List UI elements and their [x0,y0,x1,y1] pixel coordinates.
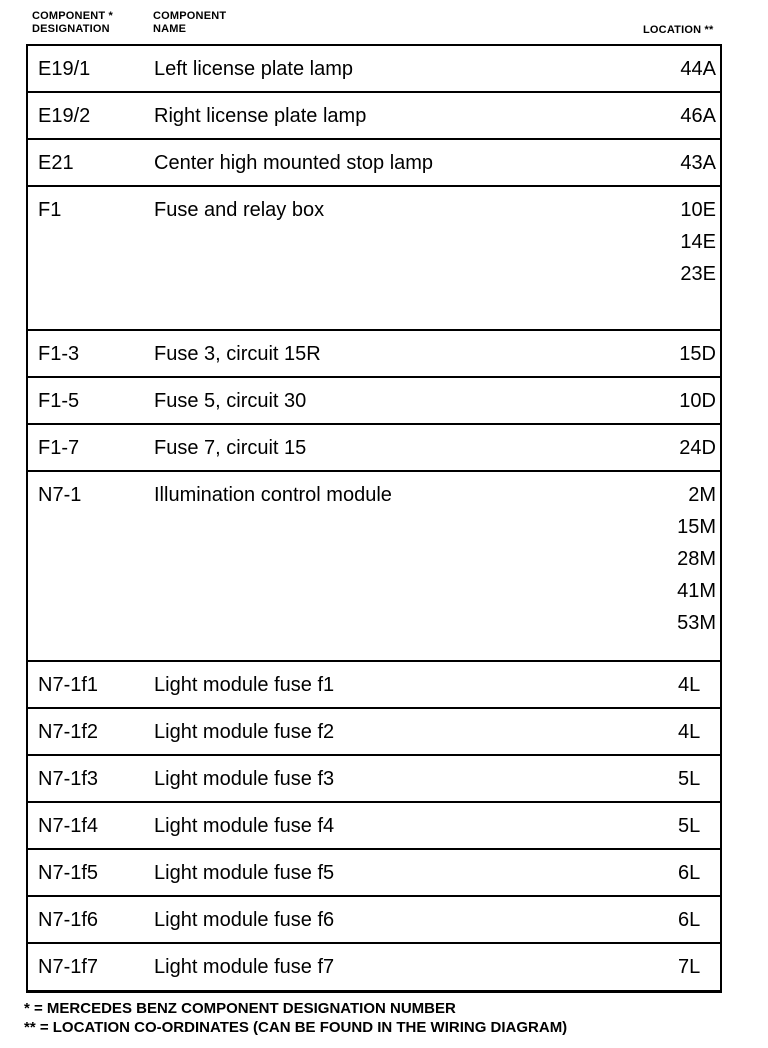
component-designation: N7-1f3 [38,768,99,790]
table-row [28,756,720,803]
component-designation: E19/2 [38,105,91,127]
component-designation: F1 [38,199,62,221]
component-designation: E19/1 [38,58,91,80]
location-code: 43A [680,152,716,174]
component-locations [678,768,700,800]
designation-header-line1: COMPONENT * [32,10,114,22]
component-locations [679,437,716,469]
table-row [28,803,720,850]
component-designation: N7-1f2 [38,721,99,743]
component-designation: N7-1f5 [38,862,99,884]
table-row [28,897,720,944]
table-row [28,850,720,897]
component-locations [680,105,716,137]
table-row [28,944,720,990]
location-code: 28M [677,548,716,570]
table-row [28,140,720,187]
table-row [28,425,720,472]
component-designation: N7-1f4 [38,815,99,837]
location-code: 10E [680,199,716,221]
table-row [28,46,720,93]
designation-column-header [32,10,113,36]
component-designation: N7-1 [38,484,82,506]
table-row [28,187,720,331]
component-name: Light module fuse f6 [154,909,335,931]
location-code: 24D [679,437,716,459]
location-code: 6L [678,862,701,884]
location-code: 15D [679,343,716,365]
table-row [28,472,720,662]
location-code: 4L [678,721,701,743]
footnote-designation: * = MERCEDES BENZ COMPONENT DESIGNATION NUMBER [24,1000,456,1017]
name-column-header [153,10,226,36]
location-code: 2M [688,484,716,506]
location-code: 14E [680,231,716,253]
table-row [28,331,720,378]
location-code: 53M [677,612,716,634]
component-designation: N7-1f6 [38,909,99,931]
table-row [28,378,720,425]
component-name: Light module fuse f2 [154,721,335,743]
component-name: Right license plate lamp [154,105,367,127]
table-row [28,662,720,709]
component-table [26,44,722,993]
component-name: Fuse and relay box [154,199,325,221]
location-code: 41M [677,580,716,602]
component-locations [679,343,716,375]
component-locations [678,815,700,847]
component-name: Light module fuse f1 [154,674,335,696]
component-name: Center high mounted stop lamp [154,152,434,174]
component-designation: F1-3 [38,343,80,365]
component-locations [679,390,716,422]
name-header-line2: NAME [153,23,187,35]
component-name: Light module fuse f3 [154,768,335,790]
component-name: Left license plate lamp [154,58,354,80]
location-code: 46A [680,105,716,127]
component-locations [680,199,716,295]
location-code: 5L [678,768,701,790]
component-name: Light module fuse f4 [154,815,335,837]
component-name: Fuse 5, circuit 30 [154,390,307,412]
component-locations [677,484,716,644]
footnote-location: ** = LOCATION CO-ORDINATES (CAN BE FOUND IN THE WIRING DIAGRAM) [24,1019,568,1036]
location-column-header [643,24,713,37]
name-header-line1: COMPONENT [153,10,227,22]
location-code: 23E [680,263,716,285]
location-code: 10D [679,390,716,412]
component-name: Light module fuse f7 [154,956,335,978]
location-code: 6L [678,909,701,931]
component-name: Light module fuse f5 [154,862,335,884]
component-locations [678,956,700,988]
component-designation: F1-5 [38,390,80,412]
table-row [28,93,720,140]
component-designation: F1-7 [38,437,80,459]
component-designation: N7-1f7 [38,956,99,978]
location-code: 7L [678,956,701,978]
component-locations [678,674,700,706]
location-code: 4L [678,674,701,696]
location-code: 5L [678,815,701,837]
component-locations [680,152,716,184]
location-code: 15M [677,516,716,538]
component-locations [678,862,700,894]
component-designation: N7-1f1 [38,674,99,696]
component-name: Fuse 3, circuit 15R [154,343,321,365]
component-name: Illumination control module [154,484,392,506]
location-code: 44A [680,58,716,80]
location-header: LOCATION ** [643,24,714,36]
designation-header-line2: DESIGNATION [32,23,110,35]
component-locations [678,721,700,753]
component-locations [678,909,700,941]
component-name: Fuse 7, circuit 15 [154,437,307,459]
table-row [28,709,720,756]
component-locations [680,58,716,90]
component-designation: E21 [38,152,74,174]
